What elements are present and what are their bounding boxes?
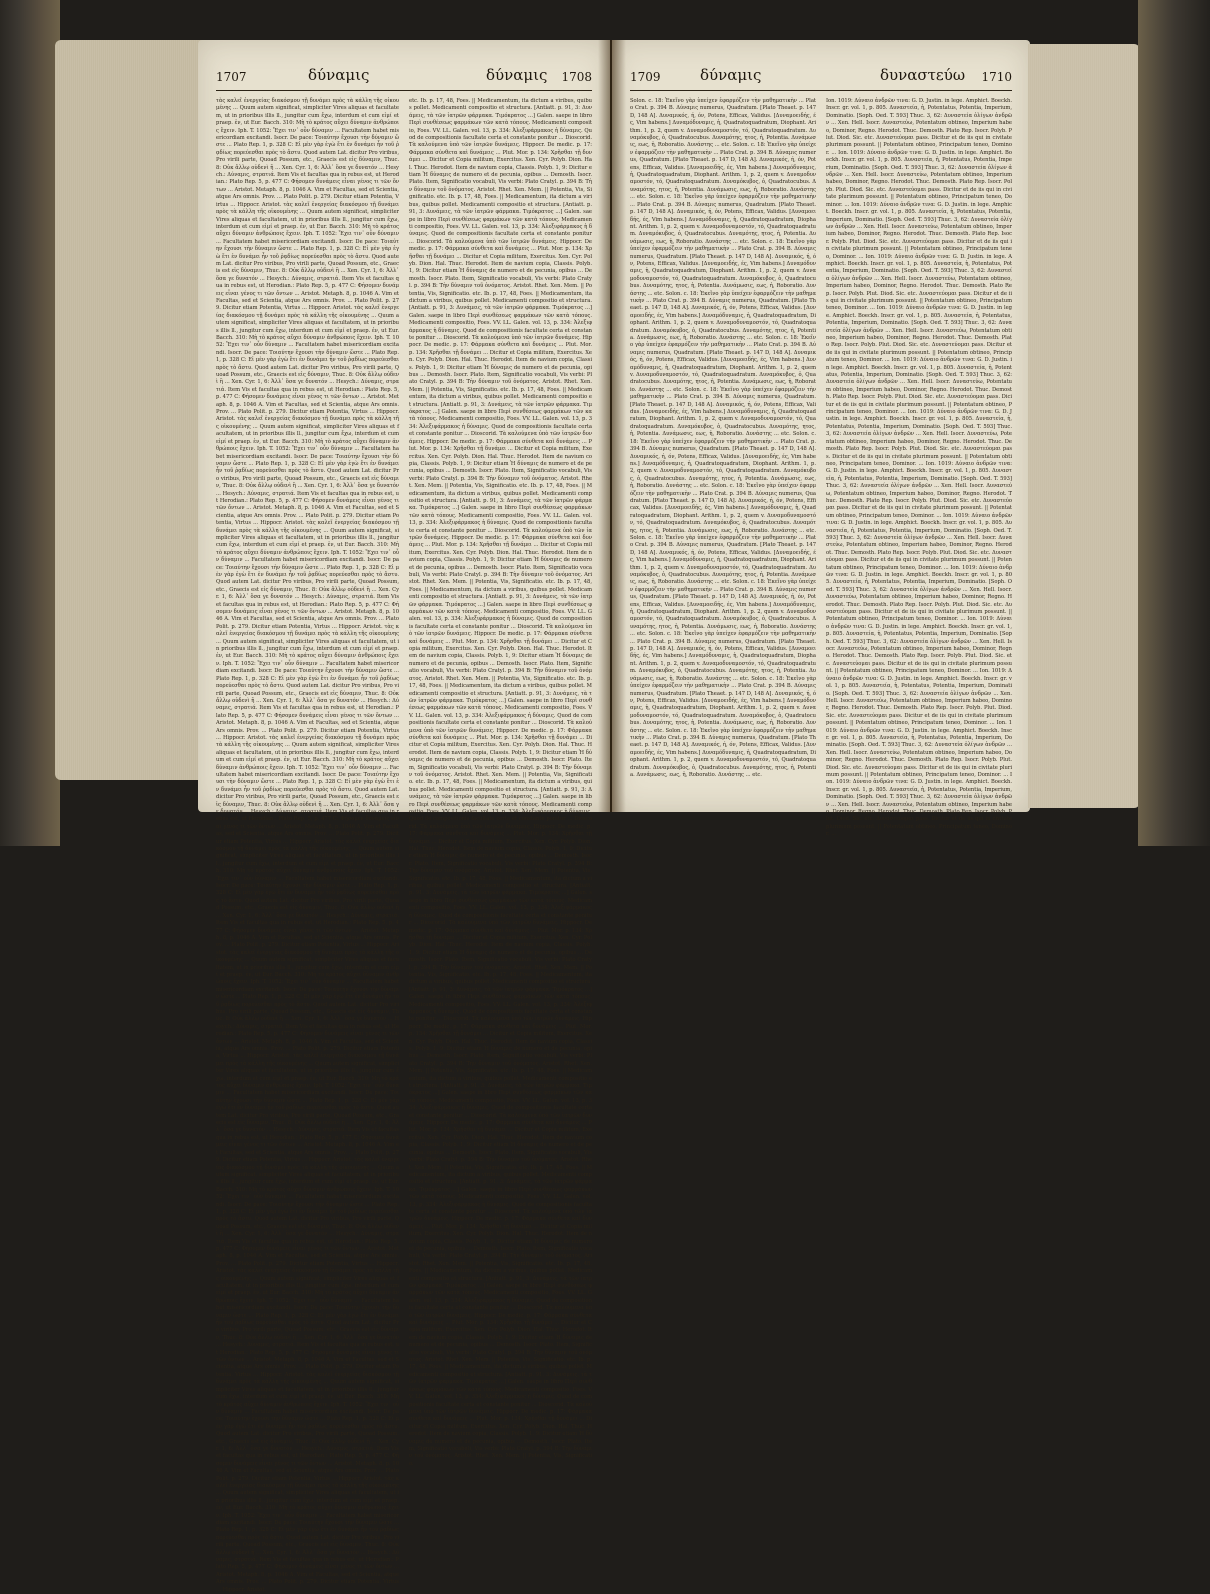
column-d: Ion. 1019: Δύναιο ἀνδρῶν τινα: G. D. Justin. in lege. Amphict. Boeckh. Inscr. gr. vol. 1, p. 805. Δυναστεία, ἡ, Potentatus, Potentia, Imperium, Dominatio. [Soph. Oed. T. 593] Thuc. 3, 62: Δυναστεία ὀλίγων ἀνδρῶν ... Xen. Hell. Isocr. Δυναστεύω, Potentatum obtineo, Imperium habeo, Dominor, Regno. Herodot. Thuc. Demosth. Plato Rep. Isocr. Polyb. Plut. Diod. Sic. etc. Δυναστεύομαι pass. Dicitur et de iis qui in civitate plurimum possunt. || Potentatum obtineo, Principatum teneo, Dominor. ... Ion. 1019: Δύναιο ἀνδρῶν τινα: G. D. Justin. in lege. Amphict. Boeckh. Inscr. gr. vol. 1, p. 805. Δυναστεία, ἡ, Potentatus, Potentia, Imperium, Dominatio. [Soph. Oed. T. 593] Thuc. 3, 62: Δυναστεία ὀλίγων ἀνδρῶν ... Xen. Hell. Isocr. Δυναστεύω, Potentatum obtineo, Imperium habeo, Dominor, Regno. Herodot. Thuc. Demosth. Plato Rep. Isocr. Polyb. Plut. Diod. Sic. etc. Δυναστεύομαι pass. Dicitur et de iis qui in civitate plurimum possunt. || Potentatum obtineo, Principatum teneo, Dominor. ... Ion. 1019: Δύναιο ἀνδρῶν τινα: G. D. Justin. in lege. Amphict. Boeckh. Inscr. gr. vol. 1, p. 805. Δυναστεία, ἡ, Potentatus, Potentia, Imperium, Dominatio. [Soph. Oed. T. 593] Thuc. 3, 62: Δυναστεία ὀλίγων ἀνδρῶν ... Xen. Hell. Isocr. Δυναστεύω, Potentatum obtineo, Imperium habeo, Dominor, Regno. Herodot. Thuc. Demosth. Plato Rep. Isocr. Polyb. Plut. Diod. Sic. etc. Δυναστεύομαι pass. Dicitur et de iis qui in civitate plurimum possunt. || Potentatum obtineo, Principatum teneo, Dominor. ... Ion. 1019: Δύναιο ἀνδρῶν τινα: G. D. Justin. in lege. Amphict. Boeckh. Inscr. gr. vol. 1, p. 805. Δυναστεία, ἡ, Potentatus, Potentia, Imperium, Dominatio. [Soph. Oed. T. 593] Thuc. 3, 62: Δυναστεία ὀλίγων ἀνδρῶν ... Xen. Hell. Isocr. Δυναστεύω, Potentatum obtineo, Imperium habeo, Dominor, Regno. Herodot. Thuc. Demosth. Plato Rep. Isocr. Polyb. Plut. Diod. Sic. etc. Δυναστεύομαι pass. Dicitur et de iis qui in civitate plurimum possunt. || Potentatum obtineo, Principatum teneo, Dominor. ... Ion. 1019: Δύναιο ἀνδρῶν τινα: G. D. Justin. in lege. Amphict. Boeckh. Inscr. gr. vol. 1, p. 805. Δυναστεία, ἡ, Potentatus, Potentia, Imperium, Dominatio. [Soph. Oed. T. 593] Thuc. 3, 62: Δυναστεία ὀλίγων ἀνδρῶν ... Xen. Hell. Isocr. Δυναστεύω, Potentatum obtineo, Imperium habeo, Dominor, Regno. Herodot. Thuc. Demosth. Plato Rep. Isocr. Polyb. Plut. Diod. Sic. etc. Δυναστεύομαι pass. Dicitur et de iis qui in civitate plurimum possunt. || Potentatum obtineo, Principatum teneo, Dominor. ... Ion. 1019: Δύναιο ἀνδρῶν τινα: G. D. Justin. in lege. Amphict. Boeckh. Inscr. gr. vol. 1, p. 805. Δυναστεία, ἡ, Potentatus, Potentia, Imperium, Dominatio. [Soph. Oed. T. 593] Thuc. 3, 62: Δυναστεία ὀλίγων ἀνδρῶν ... Xen. Hell. Isocr. Δυναστεύω, Potentatum obtineo, Imperium habeo, Dominor, Regno. Herodot. Thuc. Demosth. Plato Rep. Isocr. Polyb. Plut. Diod. Sic. etc. Δυναστεύομαι pass. Dicitur et de iis qui in civitate plurimum possunt. || Potentatum obtineo, Principatum teneo, Dominor. ... Ion. 1019: Δύναιο ἀνδρῶν τινα: G. D. Justin. in lege. Amphict. Boeckh. Inscr. gr. vol. 1, p. 805. Δυναστεία, ἡ, Potentatus, Potentia, Imperium, Dominatio. [Soph. Oed. T. 593] Thuc. 3, 62: Δυναστεία ὀλίγων ἀνδρῶν ... Xen. Hell. Isocr. Δυναστεύω, Potentatum obtineo, Imperium habeo, Dominor, Regno. Herodot. Thuc. Demosth. Plato Rep. Isocr. Polyb. Plut. Diod. Sic. etc. Δυναστεύομαι pass. Dicitur et de iis qui in civitate plurimum possunt. || Potentatum obtineo, Principatum teneo, Dominor. ... Ion. 1019: Δύναιο ἀνδρῶν τινα: G. D. Justin. in lege. Amphict. Boeckh. Inscr. gr. vol. 1, p. 805. Δυναστεία, ἡ, Potentatus, Potentia, Imperium, Dominatio. [Soph. Oed. T. 593] Thuc. 3, 62: Δυναστεία ὀλίγων ἀνδρῶν ... Xen. Hell. Isocr. Δυναστεύω, Potentatum obtineo, Imperium habeo, Dominor, Regno. Herodot. Thuc. Demosth. Plato Rep. Isocr. Polyb. Plut. Diod. Sic. etc. Δυναστεύομαι pass. Dicitur et de iis qui in civitate plurimum possunt. || Potentatum obtineo, Principatum teneo, Dominor. ... Ion. 1019: Δύναιο ἀνδρῶν τινα: G. D. Justin. in lege. Amphict. Boeckh. Inscr. gr. vol. 1, p. 805. Δυναστεία, ἡ, Potentatus, Potentia, Imperium, Dominatio. [Soph. Oed. T. 593] Thuc. 3, 62: Δυναστεία ὀλίγων ἀνδρῶν ... Xen. Hell. Isocr. Δυναστεύω, Potentatum obtineo, Imperium habeo, Dominor, Regno. Herodot. Thuc. Demosth. Plato Rep. Isocr. Polyb. Plut. Diod. Sic. etc. Δυναστεύομαι pass. Dicitur et de iis qui in civitate plurimum possunt. || Potentatum obtineo, Principatum teneo, Dominor. ... Ion. 1019: Δύναιο ἀνδρῶν τινα: G. D. Justin. in lege. Amphict. Boeckh. Inscr. gr. vol. 1, p. 805. Δυναστεία, ἡ, Potentatus, Potentia, Imperium, Dominatio. [Soph. Oed. T. 593] Thuc. 3, 62: Δυναστεία ὀλίγων ἀνδρῶν ... Xen. Hell. Isocr. Δυναστεύω, Potentatum obtineo, Imperium habeo, Dominor, Regno. Herodot. Thuc. Demosth. Plato Rep. Isocr. Polyb. Plut. Diod. Sic. etc. Δυναστεύομαι pass. Dicitur et de iis qui in civitate plurimum possunt. || Potentatum obtineo, Principatum teneo, Dominor. ... Ion. 1019: Δύναιο ἀνδρῶν τινα: G. D. Justin. in lege. Amphict. Boeckh. Inscr. gr. vol. 1, p. 805. Δυναστεία, ἡ, Potentatus, Potentia, Imperium, Dominatio. [Soph. Oed. T. 593] Thuc. 3, 62: Δυναστεία ὀλίγων ἀνδρῶν ... Xen. Hell. Isocr. Δυναστεύω, Potentatum obtineo, Imperium habeo, Dominor, Regno. Herodot. Thuc. Demosth. Plato Rep. Isocr. Polyb. Plut. Diod. Sic. etc. Δυναστεύομαι pass. Dicitur et de iis qui in civitate plurimum possunt. || Potentatum obtineo, Principatum teneo, Dominor. ... Ion. 1019: Δύναιο ἀνδρῶν τινα: G. D. Justin. in lege. Amphict. Boeckh. Inscr. gr. vol. 1, p. 805. Δυναστεία, ἡ, Potentatus, Potentia, Imperium, Dominatio. [Soph. Oed. T. 593] Thuc. 3, 62: Δυναστεία ὀλίγων ἀνδρῶν ... Xen. Hell. Isocr. Δυναστεύω, Potentatum obtineo, Imperium habeo, Dominor, Regno. Herodot. Thuc. Demosth. Plato Rep. Isocr. Polyb. Plut. Diod. Sic. etc. Δυναστεύομαι pass. Dicitur et de iis qui in civitate plurimum possunt. || Potentatum obtineo, Principatum teneo, Dominor. ... Ion. 1019: Δύναιο ἀνδρῶν τινα: G. D. Justin. in lege. Amphict. Boeckh. Inscr. gr. vol. 1, p. 805. Δυναστεία, ἡ, Potentatus, Potentia, Imperium, Dominatio. [Soph. Oed. T. 593] Thuc. 3, 62: Δυναστεία ὀλίγων ἀνδρῶν ... Xen. Hell. Isocr. Δυναστεύω, Potentatum obtineo, Imperium habeo, Dominor, Regno. Herodot. Thuc. Demosth. Plato Rep. Isocr. Polyb. Plut. Diod. Sic. etc. Δυναστεύομαι pass. Dicitur et de iis qui in civitate plurimum possunt. || Potentatum obtineo, Principatum teneo, Dominor. ... Ion. 1019: Δύναιο ἀνδρῶν τινα: G. D. Justin. in lege. Amphict. Boeckh. Inscr. gr. vol. 1, p. 805. Δυναστεία, ἡ, Potentatus, Potentia, Imperium, Dominatio. [Soph. Oed. T. 593] Thuc. 3, 62: Δυναστεία ὀλίγων ἀνδρῶν ... Xen. Hell. Isocr. Δυναστεύω, Potentatum obtineo, Imperium habeo, Dominor, Regno. Herodot. Thuc. Demosth. Plato Rep. Isocr. Polyb. Plut. Diod. Sic. etc. Δυναστεύομαι pass. Dicitur et de iis qui in civitate plurimum possunt. || Potentatum obtineo, Principatum teneo, Dominor. ... <box>826 98 1013 838</box>
left-page-columns <box>216 98 592 1593</box>
page-edges-right <box>1028 44 1140 808</box>
column-a: τὰς καλεῖ ἐνεργείας διακόσμου τῇ δυνάμει πρὸς τὰ κάλλη τῆς οἰκουμένης ... Quum autem significat, simpliciter Vires aliquas et facultatem, ut in prioribus illis ll., jungitur cum ἔχω, interdum et cum εἰμί et praep. ἐν, ut Eur. Bacch. 310: Μὴ τὸ κράτος αὔχει δύναμιν ἀνθρώποις ἔχειν. Iph. T. 1052: Ἔχει τιν᾽ οὖν δύναμιν ... Facultatem habet misericordiam excitandi. Isocr. De pace: Τοιαύτην ἔχουσι τὴν δύναμιν ὥστε ... Plato Rep. 1, p. 328 C: Εἰ μὲν γὰρ ἐγὼ ἔτι ἐν δυνάμει ἦν τοῦ ῥᾳδίως πορεύεσθαι πρὸς τὸ ἄστυ. Quod autem Lat. dicitur Pro viribus, Pro virili parte, Quoad Possum, etc., Graecis est εἰς δύναμιν, Thuc. 8: Οὐκ ἄλλῳ οὐδενὶ ἢ ... Xen. Cyr. 1, 6: Ἀλλ᾽ ὅσα γε δυνατόν ... Hesych.: Δύναμις, στρατιά. Item Vis et facultas qua in rebus est, ut Herodian.: Plato Rep. 5, p. 477 C: Φήσομεν δυνάμεις εἶναι γένος τι τῶν ὄντων ... Aristot. Metaph. 8, p. 1046 A. Vim et Facultas, sed et Scientia, atque Ars omnis. Prov. ... Plato Polit. p. 279. Dicitur etiam Potentia, Virtus ... Hippocr. Aristot. τὰς καλεῖ ἐνεργείας διακόσμου τῇ δυνάμει πρὸς τὰ κάλλη τῆς οἰκουμένης ... Quum autem significat, simpliciter Vires aliquas et facultatem, ut in prioribus illis ll., jungitur cum ἔχω, interdum et cum εἰμί et praep. ἐν, ut Eur. Bacch. 310: Μὴ τὸ κράτος αὔχει δύναμιν ἀνθρώποις ἔχειν. Iph. T. 1052: Ἔχει τιν᾽ οὖν δύναμιν ... Facultatem habet misericordiam excitandi. Isocr. De pace: Τοιαύτην ἔχουσι τὴν δύναμιν ὥστε ... Plato Rep. 1, p. 328 C: Εἰ μὲν γὰρ ἐγὼ ἔτι ἐν δυνάμει ἦν τοῦ ῥᾳδίως πορεύεσθαι πρὸς τὸ ἄστυ. Quod autem Lat. dicitur Pro viribus, Pro virili parte, Quoad Possum, etc., Graecis est εἰς δύναμιν, Thuc. 8: Οὐκ ἄλλῳ οὐδενὶ ἢ ... Xen. Cyr. 1, 6: Ἀλλ᾽ ὅσα γε δυνατόν ... Hesych.: Δύναμις, στρατιά. Item Vis et facultas qua in rebus est, ut Herodian.: Plato Rep. 5, p. 477 C: Φήσομεν δυνάμεις εἶναι γένος τι τῶν ὄντων ... Aristot. Metaph. 8, p. 1046 A. Vim et Facultas, sed et Scientia, atque Ars omnis. Prov. ... Plato Polit. p. 279. Dicitur etiam Potentia, Virtus ... Hippocr. Aristot. τὰς καλεῖ ἐνεργείας διακόσμου τῇ δυνάμει πρὸς τὰ κάλλη τῆς οἰκουμένης ... Quum autem significat, simpliciter Vires aliquas et facultatem, ut in prioribus illis ll., jungitur cum ἔχω, interdum et cum εἰμί et praep. ἐν, ut Eur. Bacch. 310: Μὴ τὸ κράτος αὔχει δύναμιν ἀνθρώποις ἔχειν. Iph. T. 1052: Ἔχει τιν᾽ οὖν δύναμιν ... Facultatem habet misericordiam excitandi. Isocr. De pace: Τοιαύτην ἔχουσι τὴν δύναμιν ὥστε ... Plato Rep. 1, p. 328 C: Εἰ μὲν γὰρ ἐγὼ ἔτι ἐν δυνάμει ἦν τοῦ ῥᾳδίως πορεύεσθαι πρὸς τὸ ἄστυ. Quod autem Lat. dicitur Pro viribus, Pro virili parte, Quoad Possum, etc., Graecis est εἰς δύναμιν, Thuc. 8: Οὐκ ἄλλῳ οὐδενὶ ἢ ... Xen. Cyr. 1, 6: Ἀλλ᾽ ὅσα γε δυνατόν ... Hesych.: Δύναμις, στρατιά. Item Vis et facultas qua in rebus est, ut Herodian.: Plato Rep. 5, p. 477 C: Φήσομεν δυνάμεις εἶναι γένος τι τῶν ὄντων ... Aristot. Metaph. 8, p. 1046 A. Vim et Facultas, sed et Scientia, atque Ars omnis. Prov. ... Plato Polit. p. 279. Dicitur etiam Potentia, Virtus ... Hippocr. Aristot. τὰς καλεῖ ἐνεργείας διακόσμου τῇ δυνάμει πρὸς τὰ κάλλη τῆς οἰκουμένης ... Quum autem significat, simpliciter Vires aliquas et facultatem, ut in prioribus illis ll., jungitur cum ἔχω, interdum et cum εἰμί et praep. ἐν, ut Eur. Bacch. 310: Μὴ τὸ κράτος αὔχει δύναμιν ἀνθρώποις ἔχειν. Iph. T. 1052: Ἔχει τιν᾽ οὖν δύναμιν ... Facultatem habet misericordiam excitandi. Isocr. De pace: Τοιαύτην ἔχουσι τὴν δύναμιν ὥστε ... Plato Rep. 1, p. 328 C: Εἰ μὲν γὰρ ἐγὼ ἔτι ἐν δυνάμει ἦν τοῦ ῥᾳδίως πορεύεσθαι πρὸς τὸ ἄστυ. Quod autem Lat. dicitur Pro viribus, Pro virili parte, Quoad Possum, etc., Graecis est εἰς δύναμιν, Thuc. 8: Οὐκ ἄλλῳ οὐδενὶ ἢ ... Xen. Cyr. 1, 6: Ἀλλ᾽ ὅσα γε δυνατόν ... Hesych.: Δύναμις, στρατιά. Item Vis et facultas qua in rebus est, ut Herodian.: Plato Rep. 5, p. 477 C: Φήσομεν δυνάμεις εἶναι γένος τι τῶν ὄντων ... Aristot. Metaph. 8, p. 1046 A. Vim et Facultas, sed et Scientia, atque Ars omnis. Prov. ... Plato Polit. p. 279. Dicitur etiam Potentia, Virtus ... Hippocr. Aristot. τὰς καλεῖ ἐνεργείας διακόσμου τῇ δυνάμει πρὸς τὰ κάλλη τῆς οἰκουμένης ... Quum autem significat, simpliciter Vires aliquas et facultatem, ut in prioribus illis ll., jungitur cum ἔχω, interdum et cum εἰμί et praep. ἐν, ut Eur. Bacch. 310: Μὴ τὸ κράτος αὔχει δύναμιν ἀνθρώποις ἔχειν. Iph. T. 1052: Ἔχει τιν᾽ οὖν δύναμιν ... Facultatem habet misericordiam excitandi. Isocr. De pace: Τοιαύτην ἔχουσι τὴν δύναμιν ὥστε ... Plato Rep. 1, p. 328 C: Εἰ μὲν γὰρ ἐγὼ ἔτι ἐν δυνάμει ἦν τοῦ ῥᾳδίως πορεύεσθαι πρὸς τὸ ἄστυ. Quod autem Lat. dicitur Pro viribus, Pro virili parte, Quoad Possum, etc., Graecis est εἰς δύναμιν, Thuc. 8: Οὐκ ἄλλῳ οὐδενὶ ἢ ... Xen. Cyr. 1, 6: Ἀλλ᾽ ὅσα γε δυνατόν ... Hesych.: Δύναμις, στρατιά. Item Vis et facultas qua in rebus est, ut Herodian.: Plato Rep. 5, p. 477 C: Φήσομεν δυνάμεις εἶναι γένος τι τῶν ὄντων ... Aristot. Metaph. 8, p. 1046 A. Vim et Facultas, sed et Scientia, atque Ars omnis. Prov. ... Plato Polit. p. 279. Dicitur etiam Potentia, Virtus ... Hippocr. Aristot. τὰς καλεῖ ἐνεργείας διακόσμου τῇ δυνάμει πρὸς τὰ κάλλη τῆς οἰκουμένης ... Quum autem significat, simpliciter Vires aliquas et facultatem, ut in prioribus illis ll., jungitur cum ἔχω, interdum et cum εἰμί et praep. ἐν, ut Eur. Bacch. 310: Μὴ τὸ κράτος αὔχει δύναμιν ἀνθρώποις ἔχειν. Iph. T. 1052: Ἔχει τιν᾽ οὖν δύναμιν ... Facultatem habet misericordiam excitandi. Isocr. De pace: Τοιαύτην ἔχουσι τὴν δύναμιν ὥστε ... Plato Rep. 1, p. 328 C: Εἰ μὲν γὰρ ἐγὼ ἔτι ἐν δυνάμει ἦν τοῦ ῥᾳδίως πορεύεσθαι πρὸς τὸ ἄστυ. Quod autem Lat. dicitur Pro viribus, Pro virili parte, Quoad Possum, etc., Graecis est εἰς δύναμιν, Thuc. 8: Οὐκ ἄλλῳ οὐδενὶ ἢ ... Xen. Cyr. 1, 6: Ἀλλ᾽ ὅσα γε δυνατόν ... Hesych.: Δύναμις, στρατιά. Item Vis et facultas qua in rebus est, ut Herodian.: Plato Rep. 5, p. 477 C: Φήσομεν δυνάμεις εἶναι γένος τι τῶν ὄντων ... Aristot. Metaph. 8, p. 1046 A. Vim et Facultas, sed et Scientia, atque Ars omnis. Prov. ... Plato Polit. p. 279. Dicitur etiam Potentia, Virtus ... Hippocr. Aristot. τὰς καλεῖ ἐνεργείας διακόσμου τῇ δυνάμει πρὸς τὰ κάλλη τῆς οἰκουμένης ... Quum autem significat, simpliciter Vires aliquas et facultatem, ut in prioribus illis ll., jungitur cum ἔχω, interdum et cum εἰμί et praep. ἐν, ut Eur. Bacch. 310: Μὴ τὸ κράτος αὔχει δύναμιν ἀνθρώποις ἔχειν. Iph. T. 1052: Ἔχει τιν᾽ οὖν δύναμιν ... Facultatem habet misericordiam excitandi. Isocr. De pace: Τοιαύτην ἔχουσι τὴν δύναμιν ὥστε ... Plato Rep. 1, p. 328 C: Εἰ μὲν γὰρ ἐγὼ ἔτι ἐν δυνάμει ἦν τοῦ ῥᾳδίως πορεύεσθαι πρὸς τὸ ἄστυ. Quod autem Lat. dicitur Pro viribus, Pro virili parte, Quoad Possum, etc., Graecis est εἰς δύναμιν, Thuc. 8: Οὐκ ἄλλῳ οὐδενὶ ἢ ... Xen. Cyr. 1, 6: Ἀλλ᾽ ὅσα γε δυνατόν ... Hesych.: Δύναμις, στρατιά. Item Vis et facultas qua in rebus est, ut Herodian.: Plato Rep. 5, p. 477 C: Φήσομεν δυνάμεις εἶναι γένος τι τῶν ὄντων ... Aristot. Metaph. 8, p. 1046 A. Vim et Facultas, sed et Scientia, atque Ars omnis. Prov. ... Plato Polit. p. 279. Dicitur etiam Potentia, Virtus ... Hippocr. Aristot. τὰς καλεῖ ἐνεργείας διακόσμου τῇ δυνάμει πρὸς τὰ κάλλη τῆς οἰκουμένης ... Quum autem significat, simpliciter Vires aliquas et facultatem, ut in prioribus illis ll., jungitur cum ἔχω, interdum et cum εἰμί et praep. ἐν, ut Eur. Bacch. 310: Μὴ τὸ κράτος αὔχει δύναμιν ἀνθρώποις ἔχειν. Iph. T. 1052: Ἔχει τιν᾽ οὖν δύναμιν ... Facultatem habet misericordiam excitandi. Isocr. De pace: Τοιαύτην ἔχουσι τὴν δύναμιν ὥστε ... Plato Rep. 1, p. 328 C: Εἰ μὲν γὰρ ἐγὼ ἔτι ἐν δυνάμει ἦν τοῦ ῥᾳδίως πορεύεσθαι πρὸς τὸ ἄστυ. Quod autem Lat. dicitur Pro viribus, Pro virili parte, Quoad Possum, etc., Graecis est εἰς δύναμιν, Thuc. 8: Οὐκ ἄλλῳ οὐδενὶ ἢ ... Xen. Cyr. 1, 6: Ἀλλ᾽ ὅσα γε δυνατόν ... Hesych.: Δύναμις, στρατιά. Item Vis et facultas qua in rebus est, ut Herodian.: Plato Rep. 5, p. 477 C: Φήσομεν δυνάμεις εἶναι γένος τι τῶν ὄντων ... Aristot. Metaph. 8, p. 1046 A. Vim et Facultas, sed et Scientia, atque Ars omnis. Prov. ... Plato Polit. p. 279. Dicitur etiam Potentia, Virtus ... Hippocr. Aristot. τὰς καλεῖ ἐνεργείας διακόσμου τῇ δυνάμει πρὸς τὰ κάλλη τῆς οἰκουμένης ... Quum autem significat, simpliciter Vires aliquas et facultatem, ut in prioribus illis ll., jungitur cum ἔχω, interdum et cum εἰμί et praep. ἐν, ut Eur. Bacch. 310: Μὴ τὸ κράτος αὔχει δύναμιν ἀνθρώποις ἔχειν. Iph. T. 1052: Ἔχει τιν᾽ οὖν δύναμιν ... Facultatem habet misericordiam excitandi. Isocr. De pace: Τοιαύτην ἔχουσι τὴν δύναμιν ὥστε ... Plato Rep. 1, p. 328 C: Εἰ μὲν γὰρ ἐγὼ ἔτι ἐν δυνάμει ἦν τοῦ ῥᾳδίως πορεύεσθαι πρὸς τὸ ἄστυ. Quod autem Lat. dicitur Pro viribus, Pro virili parte, Quoad Possum, etc., Graecis est εἰς δύναμιν, Thuc. 8: Οὐκ ἄλλῳ οὐδενὶ ἢ ... Xen. Cyr. 1, 6: Ἀλλ᾽ ὅσα γε δυνατόν ... Hesych.: Δύναμις, στρατιά. Item Vis et facultas qua in rebus est, ut Herodian.: Plato Rep. 5, p. 477 C: Φήσομεν δυνάμεις εἶναι γένος τι τῶν ὄντων ... Aristot. Metaph. 8, p. 1046 A. Vim et Facultas, sed et Scientia, atque Ars omnis. Prov. ... Plato Polit. p. 279. Dicitur etiam Potentia, Virtus ... Hippocr. Aristot. τὰς καλεῖ ἐνεργείας διακόσμου τῇ δυνάμει πρὸς τὰ κάλλη τῆς οἰκουμένης ... Quum autem significat, simpliciter Vires aliquas et facultatem, ut in prioribus illis ll., jungitur cum ἔχω, interdum et cum εἰμί et praep. ἐν, ut Eur. Bacch. 310: Μὴ τὸ κράτος αὔχει δύναμιν ἀνθρώποις ἔχειν. Iph. T. 1052: Ἔχει τιν᾽ οὖν δύναμιν ... Facultatem habet misericordiam excitandi. Isocr. De pace: Τοιαύτην ἔχουσι τὴν δύναμιν ὥστε ... Plato Rep. 1, p. 328 C: Εἰ μὲν γὰρ ἐγὼ ἔτι ἐν δυνάμει ἦν τοῦ ῥᾳδίως πορεύεσθαι πρὸς τὸ ἄστυ. Quod autem Lat. dicitur Pro viribus, Pro virili parte, Quoad Possum, etc., Graecis est εἰς δύναμιν, Thuc. 8: Οὐκ ἄλλῳ οὐδενὶ ἢ ... Xen. Cyr. 1, 6: Ἀλλ᾽ ὅσα γε δυνατόν ... Hesych.: Δύναμις, στρατιά. Item Vis et facultas qua in rebus est, ut Herodian.: Plato Rep. 5, p. 477 C: Φήσομεν δυνάμεις εἶναι γένος τι τῶν ὄντων ... Aristot. Metaph. 8, p. 1046 A. Vim et Facultas, sed et Scientia, atque Ars omnis. Prov. ... Plato Polit. p. 279. Dicitur etiam Potentia, Virtus ... Hippocr. Aristot. τὰς καλεῖ ἐνεργείας διακόσμου τῇ δυνάμει πρὸς τὰ κάλλη τῆς οἰκουμένης ... Quum autem significat, simpliciter Vires aliquas et facultatem, ut in prioribus illis ll., jungitur cum ἔχω, interdum et cum εἰμί et praep. ἐν, ut Eur. Bacch. 310: Μὴ τὸ κράτος αὔχει δύναμιν ἀνθρώποις ἔχειν. Iph. T. 1052: Ἔχει τιν᾽ οὖν δύναμιν ... Facultatem habet misericordiam excitandi. Isocr. De pace: Τοιαύτην ἔχουσι τὴν δύναμιν ὥστε ... Plato Rep. 1, p. 328 C: Εἰ μὲν γὰρ ἐγὼ ἔτι ἐν δυνάμει ἦν τοῦ ῥᾳδίως πορεύεσθαι πρὸς τὸ ἄστυ. Quod autem Lat. dicitur Pro viribus, Pro virili parte, Quoad Possum, etc., Graecis est εἰς δύναμιν, Thuc. 8: Οὐκ ἄλλῳ οὐδενὶ ἢ ... Xen. Cyr. 1, 6: Ἀλλ᾽ ὅσα γε δυνατόν ... Hesych.: Δύναμις, στρατιά. Item Vis et facultas qua in rebus est, ut Herodian.: Plato Rep. 5, p. 477 C: Φήσομεν δυνάμεις εἶναι γένος τι τῶν ὄντων ... Aristot. Metaph. 8, p. 1046 A. Vim et Facultas, sed et Scientia, atque Ars omnis. Prov. ... Plato Polit. p. 279. Dicitur etiam Potentia, Virtus ... Hippocr. Aristot. τὰς καλεῖ ἐνεργείας διακόσμου τῇ δυνάμει πρὸς τὰ κάλλη τῆς οἰκουμένης ... Quum autem significat, simpliciter Vires aliquas et facultatem, ut in prioribus illis ll., jungitur cum ἔχω, interdum et cum εἰμί et praep. ἐν, ut Eur. Bacch. 310: Μὴ τὸ κράτος αὔχει δύναμιν ἀνθρώποις ἔχειν. Iph. T. 1052: Ἔχει τιν᾽ οὖν δύναμιν ... Facultatem habet misericordiam excitandi. Isocr. De pace: Τοιαύτην ἔχουσι τὴν δύναμιν ὥστε ... Plato Rep. 1, p. 328 C: Εἰ μὲν γὰρ ἐγὼ ἔτι ἐν δυνάμει ἦν τοῦ ῥᾳδίως πορεύεσθαι πρὸς τὸ ἄστυ. Quod autem Lat. dicitur Pro viribus, Pro virili parte, Quoad Possum, etc., Graecis est εἰς δύναμιν, Thuc. 8: Οὐκ ἄλλῳ οὐδενὶ ἢ ... Xen. Cyr. 1, 6: Ἀλλ᾽ ὅσα γε δυνατόν ... Hesych.: Δύναμις, στρατιά. Item Vis et facultas qua in rebus est, ut Herodian.: Plato Rep. 5, p. 477 C: Φήσομεν δυνάμεις εἶναι γένος τι τῶν ὄντων ... Aristot. Metaph. 8, p. 1046 A. Vim et Facultas, sed et Scientia, atque Ars omnis. Prov. ... Plato Polit. p. 279. Dicitur etiam Potentia, Virtus ... Hippocr. Aristot. τὰς καλεῖ ἐνεργείας διακόσμου τῇ δυνάμει πρὸς τὰ κάλλη τῆς οἰκουμένης ... Quum autem significat, simpliciter Vires aliquas et facultatem, ut in prioribus illis ll., jungitur cum ἔχω, interdum et cum εἰμί et praep. ἐν, ut Eur. Bacch. 310: Μὴ τὸ κράτος αὔχει δύναμιν ἀνθρώποις ἔχειν. Iph. T. 1052: Ἔχει τιν᾽ οὖν δύναμιν ... Facultatem habet misericordiam excitandi. Isocr. De pace: Τοιαύτην ἔχουσι τὴν δύναμιν ὥστε ... Plato Rep. 1, p. 328 C: Εἰ μὲν γὰρ ἐγὼ ἔτι ἐν δυνάμει ἦν τοῦ ῥᾳδίως πορεύεσθαι πρὸς τὸ ἄστυ. Quod autem Lat. dicitur Pro viribus, Pro virili parte, Quoad Possum, etc., Graecis est εἰς δύναμιν, Thuc. 8: Οὐκ ἄλλῳ οὐδενὶ ἢ ... Xen. Cyr. 1, 6: Ἀλλ᾽ ὅσα γε δυνατόν ... Hesych.: Δύναμις, στρατιά. Item Vis et facultas qua in rebus est, ut Herodian.: Plato Rep. 5, p. 477 C: Φήσομεν δυνάμεις εἶναι γένος τι τῶν ὄντων ... Aristot. Metaph. 8, p. 1046 A. Vim et Facultas, sed et Scientia, atque Ars omnis. Prov. ... Plato Polit. p. 279. Dicitur etiam Potentia, Virtus ... Hippocr. Aristot. τὰς καλεῖ ἐνεργείας διακόσμου τῇ δυνάμει πρὸς τὰ κάλλη τῆς οἰκουμένης ... Quum autem significat, simpliciter Vires aliquas et facultatem, ut in prioribus illis ll., jungitur cum ἔχω, interdum et cum εἰμί et praep. ἐν, ut Eur. Bacch. 310: Μὴ τὸ κράτος αὔχει δύναμιν ἀνθρώποις ἔχειν. Iph. T. 1052: Ἔχει τιν᾽ οὖν δύναμιν ... Facultatem habet misericordiam excitandi. Isocr. De pace: Τοιαύτην ἔχουσι τὴν δύναμιν ὥστε ... Plato Rep. 1, p. 328 C: Εἰ μὲν γὰρ ἐγὼ ἔτι ἐν δυνάμει ἦν τοῦ ῥᾳδίως πορεύεσθαι πρὸς τὸ ἄστυ. Quod autem Lat. dicitur Pro viribus, Pro virili parte, Quoad Possum, etc., Graecis est εἰς δύναμιν, Thuc. 8: Οὐκ ἄλλῳ οὐδενὶ ἢ ... Xen. Cyr. 1, 6: Ἀλλ᾽ ὅσα γε δυνατόν ... Hesych.: Δύναμις, στρατιά. Item Vis et facultas qua in rebus est, ut Herodian.: Plato Rep. 5, p. 477 C: Φήσομεν δυνάμεις εἶναι γένος τι τῶν ὄντων ... Aristot. Metaph. 8, p. 1046 A. Vim et Facultas, sed et Scientia, atque Ars omnis. Prov. ... Plato Polit. p. 279. Dicitur etiam Potentia, Virtus ... Hippocr. Aristot. <box>216 98 400 1593</box>
right-page <box>612 40 1030 838</box>
headword-right-2: δυναστεύω <box>880 66 966 84</box>
book-cover-right <box>1138 0 1210 846</box>
page-number-1710: 1710 <box>981 70 1012 84</box>
right-page-columns <box>630 98 1013 838</box>
page-number-1707: 1707 <box>216 70 247 84</box>
column-c: Solon. c. 18: Ἐκεῖνο γὰρ ὑπείχεν ἐφαρμόζειν τὴν μαθηματικὴν ... Plato Crat. p. 394 B. Δύναμις numerus, Quadratum. [Plato Theaet. p. 147 D, 148 A]. Δυναμικός, ή, όν, Potens, Efficax, Validus. [Δυναμοειδής, ές, Vim habens.] Δυναμόδυναμις, ἡ, Quadratoquadratum, Diophant. Arithm. 1, p. 2, quem v. Δυναμοδυναμοστόν, τό, Quadratoquadratum. Δυναμόκυβος, ὁ, Quadratocubus. Δυναμότης, ητος, ἡ, Potentia. Δυνάμωσις, εως, ἡ, Roboratio. Δυνάστης ... etc. Solon. c. 18: Ἐκεῖνο γὰρ ὑπείχεν ἐφαρμόζειν τὴν μαθηματικὴν ... Plato Crat. p. 394 B. Δύναμις numerus, Quadratum. [Plato Theaet. p. 147 D, 148 A]. Δυναμικός, ή, όν, Potens, Efficax, Validus. [Δυναμοειδής, ές, Vim habens.] Δυναμόδυναμις, ἡ, Quadratoquadratum, Diophant. Arithm. 1, p. 2, quem v. Δυναμοδυναμοστόν, τό, Quadratoquadratum. Δυναμόκυβος, ὁ, Quadratocubus. Δυναμότης, ητος, ἡ, Potentia. Δυνάμωσις, εως, ἡ, Roboratio. Δυνάστης ... etc. Solon. c. 18: Ἐκεῖνο γὰρ ὑπείχεν ἐφαρμόζειν τὴν μαθηματικὴν ... Plato Crat. p. 394 B. Δύναμις numerus, Quadratum. [Plato Theaet. p. 147 D, 148 A]. Δυναμικός, ή, όν, Potens, Efficax, Validus. [Δυναμοειδής, ές, Vim habens.] Δυναμόδυναμις, ἡ, Quadratoquadratum, Diophant. Arithm. 1, p. 2, quem v. Δυναμοδυναμοστόν, τό, Quadratoquadratum. Δυναμόκυβος, ὁ, Quadratocubus. Δυναμότης, ητος, ἡ, Potentia. Δυνάμωσις, εως, ἡ, Roboratio. Δυνάστης ... etc. Solon. c. 18: Ἐκεῖνο γὰρ ὑπείχεν ἐφαρμόζειν τὴν μαθηματικὴν ... Plato Crat. p. 394 B. Δύναμις numerus, Quadratum. [Plato Theaet. p. 147 D, 148 A]. Δυναμικός, ή, όν, Potens, Efficax, Validus. [Δυναμοειδής, ές, Vim habens.] Δυναμόδυναμις, ἡ, Quadratoquadratum, Diophant. Arithm. 1, p. 2, quem v. Δυναμοδυναμοστόν, τό, Quadratoquadratum. Δυναμόκυβος, ὁ, Quadratocubus. Δυναμότης, ητος, ἡ, Potentia. Δυνάμωσις, εως, ἡ, Roboratio. Δυνάστης ... etc. Solon. c. 18: Ἐκεῖνο γὰρ ὑπείχεν ἐφαρμόζειν τὴν μαθηματικὴν ... Plato Crat. p. 394 B. Δύναμις numerus, Quadratum. [Plato Theaet. p. 147 D, 148 A]. Δυναμικός, ή, όν, Potens, Efficax, Validus. [Δυναμοειδής, ές, Vim habens.] Δυναμόδυναμις, ἡ, Quadratoquadratum, Diophant. Arithm. 1, p. 2, quem v. Δυναμοδυναμοστόν, τό, Quadratoquadratum. Δυναμόκυβος, ὁ, Quadratocubus. Δυναμότης, ητος, ἡ, Potentia. Δυνάμωσις, εως, ἡ, Roboratio. Δυνάστης ... etc. Solon. c. 18: Ἐκεῖνο γὰρ ὑπείχεν ἐφαρμόζειν τὴν μαθηματικὴν ... Plato Crat. p. 394 B. Δύναμις numerus, Quadratum. [Plato Theaet. p. 147 D, 148 A]. Δυναμικός, ή, όν, Potens, Efficax, Validus. [Δυναμοειδής, ές, Vim habens.] Δυναμόδυναμις, ἡ, Quadratoquadratum, Diophant. Arithm. 1, p. 2, quem v. Δυναμοδυναμοστόν, τό, Quadratoquadratum. Δυναμόκυβος, ὁ, Quadratocubus. Δυναμότης, ητος, ἡ, Potentia. Δυνάμωσις, εως, ἡ, Roboratio. Δυνάστης ... etc. Solon. c. 18: Ἐκεῖνο γὰρ ὑπείχεν ἐφαρμόζειν τὴν μαθηματικὴν ... Plato Crat. p. 394 B. Δύναμις numerus, Quadratum. [Plato Theaet. p. 147 D, 148 A]. Δυναμικός, ή, όν, Potens, Efficax, Validus. [Δυναμοειδής, ές, Vim habens.] Δυναμόδυναμις, ἡ, Quadratoquadratum, Diophant. Arithm. 1, p. 2, quem v. Δυναμοδυναμοστόν, τό, Quadratoquadratum. Δυναμόκυβος, ὁ, Quadratocubus. Δυναμότης, ητος, ἡ, Potentia. Δυνάμωσις, εως, ἡ, Roboratio. Δυνάστης ... etc. Solon. c. 18: Ἐκεῖνο γὰρ ὑπείχεν ἐφαρμόζειν τὴν μαθηματικὴν ... Plato Crat. p. 394 B. Δύναμις numerus, Quadratum. [Plato Theaet. p. 147 D, 148 A]. Δυναμικός, ή, όν, Potens, Efficax, Validus. [Δυναμοειδής, ές, Vim habens.] Δυναμόδυναμις, ἡ, Quadratoquadratum, Diophant. Arithm. 1, p. 2, quem v. Δυναμοδυναμοστόν, τό, Quadratoquadratum. Δυναμόκυβος, ὁ, Quadratocubus. Δυναμότης, ητος, ἡ, Potentia. Δυνάμωσις, εως, ἡ, Roboratio. Δυνάστης ... etc. Solon. c. 18: Ἐκεῖνο γὰρ ὑπείχεν ἐφαρμόζειν τὴν μαθηματικὴν ... Plato Crat. p. 394 B. Δύναμις numerus, Quadratum. [Plato Theaet. p. 147 D, 148 A]. Δυναμικός, ή, όν, Potens, Efficax, Validus. [Δυναμοειδής, ές, Vim habens.] Δυναμόδυναμις, ἡ, Quadratoquadratum, Diophant. Arithm. 1, p. 2, quem v. Δυναμοδυναμοστόν, τό, Quadratoquadratum. Δυναμόκυβος, ὁ, Quadratocubus. Δυναμότης, ητος, ἡ, Potentia. Δυνάμωσις, εως, ἡ, Roboratio. Δυνάστης ... etc. Solon. c. 18: Ἐκεῖνο γὰρ ὑπείχεν ἐφαρμόζειν τὴν μαθηματικὴν ... Plato Crat. p. 394 B. Δύναμις numerus, Quadratum. [Plato Theaet. p. 147 D, 148 A]. Δυναμικός, ή, όν, Potens, Efficax, Validus. [Δυναμοειδής, ές, Vim habens.] Δυναμόδυναμις, ἡ, Quadratoquadratum, Diophant. Arithm. 1, p. 2, quem v. Δυναμοδυναμοστόν, τό, Quadratoquadratum. Δυναμόκυβος, ὁ, Quadratocubus. Δυναμότης, ητος, ἡ, Potentia. Δυνάμωσις, εως, ἡ, Roboratio. Δυνάστης ... etc. Solon. c. 18: Ἐκεῖνο γὰρ ὑπείχεν ἐφαρμόζειν τὴν μαθηματικὴν ... Plato Crat. p. 394 B. Δύναμις numerus, Quadratum. [Plato Theaet. p. 147 D, 148 A]. Δυναμικός, ή, όν, Potens, Efficax, Validus. [Δυναμοειδής, ές, Vim habens.] Δυναμόδυναμις, ἡ, Quadratoquadratum, Diophant. Arithm. 1, p. 2, quem v. Δυναμοδυναμοστόν, τό, Quadratoquadratum. Δυναμόκυβος, ὁ, Quadratocubus. Δυναμότης, ητος, ἡ, Potentia. Δυνάμωσις, εως, ἡ, Roboratio. Δυνάστης ... etc. Solon. c. 18: Ἐκεῖνο γὰρ ὑπείχεν ἐφαρμόζειν τὴν μαθηματικὴν ... Plato Crat. p. 394 B. Δύναμις numerus, Quadratum. [Plato Theaet. p. 147 D, 148 A]. Δυναμικός, ή, όν, Potens, Efficax, Validus. [Δυναμοειδής, ές, Vim habens.] Δυναμόδυναμις, ἡ, Quadratoquadratum, Diophant. Arithm. 1, p. 2, quem v. Δυναμοδυναμοστόν, τό, Quadratoquadratum. Δυναμόκυβος, ὁ, Quadratocubus. Δυναμότης, ητος, ἡ, Potentia. Δυνάμωσις, εως, ἡ, Roboratio. Δυνάστης ... etc. Solon. c. 18: Ἐκεῖνο γὰρ ὑπείχεν ἐφαρμόζειν τὴν μαθηματικὴν ... Plato Crat. p. 394 B. Δύναμις numerus, Quadratum. [Plato Theaet. p. 147 D, 148 A]. Δυναμικός, ή, όν, Potens, Efficax, Validus. [Δυναμοειδής, ές, Vim habens.] Δυναμόδυναμις, ἡ, Quadratoquadratum, Diophant. Arithm. 1, p. 2, quem v. Δυναμοδυναμοστόν, τό, Quadratoquadratum. Δυναμόκυβος, ὁ, Quadratocubus. Δυναμότης, ητος, ἡ, Potentia. Δυνάμωσις, εως, ἡ, Roboratio. Δυνάστης ... etc. Solon. c. 18: Ἐκεῖνο γὰρ ὑπείχεν ἐφαρμόζειν τὴν μαθηματικὴν ... Plato Crat. p. 394 B. Δύναμις numerus, Quadratum. [Plato Theaet. p. 147 D, 148 A]. Δυναμικός, ή, όν, Potens, Efficax, Validus. [Δυναμοειδής, ές, Vim habens.] Δυναμόδυναμις, ἡ, Quadratoquadratum, Diophant. Arithm. 1, p. 2, quem v. Δυναμοδυναμοστόν, τό, Quadratoquadratum. Δυναμόκυβος, ὁ, Quadratocubus. Δυναμότης, ητος, ἡ, Potentia. Δυνάμωσις, εως, ἡ, Roboratio. Δυνάστης ... etc. <box>630 98 816 778</box>
right-page-header <box>630 68 1012 91</box>
page-number-1708: 1708 <box>561 70 592 84</box>
column-b: etc. Ib. p. 17, 48, Foes. || Medicamentum, ita dictum a viribus, quibus pollet. Medicamenti compositio et structura. [Antiatt. p. 91, 3: Δυνάμεις, τὰ τῶν ἰατρῶν φάρμακα. Τιμόκρατος ...] Galen. saepe in libro Περὶ συνθέσεως φαρμάκων τῶν κατὰ τόπους. Medicamenti compositio, Foes. VV. LL. Galen. vol. 13, p. 334: Ἀλεξιφάρμακος ἡ δύναμις. Quod de compositionis facultate certa et constante ponitur ... Dioscorid. Τὰ καλούμενα ὑπὸ τῶν ἰατρῶν δυνάμεις. Hippocr. De medic. p. 17: Φάρμακα σύνθετα καὶ δυνάμεις ... Plut. Mor. p. 134: Χρῆσθαι τῇ δυνάμει ... Dicitur et Copia militum, Exercitus. Xen. Cyr. Polyb. Dion. Hal. Thuc. Herodot. Item de navium copia, Classis. Polyb. 1, 9: Dicitur etiam Ἡ δύναμις de numero et de pecunia, opibus ... Demosth. Isocr. Plato. Item, Significatio vocabuli, Vis verbi: Plato Cratyl. p. 394 B: Τὴν δύναμιν τοῦ ὀνόματος. Aristot. Rhet. Xen. Mem. || Potentia, Vis, Significatio. etc. Ib. p. 17, 48, Foes. || Medicamentum, ita dictum a viribus, quibus pollet. Medicamenti compositio et structura. [Antiatt. p. 91, 3: Δυνάμεις, τὰ τῶν ἰατρῶν φάρμακα. Τιμόκρατος ...] Galen. saepe in libro Περὶ συνθέσεως φαρμάκων τῶν κατὰ τόπους. Medicamenti compositio, Foes. VV. LL. Galen. vol. 13, p. 334: Ἀλεξιφάρμακος ἡ δύναμις. Quod de compositionis facultate certa et constante ponitur ... Dioscorid. Τὰ καλούμενα ὑπὸ τῶν ἰατρῶν δυνάμεις. Hippocr. De medic. p. 17: Φάρμακα σύνθετα καὶ δυνάμεις ... Plut. Mor. p. 134: Χρῆσθαι τῇ δυνάμει ... Dicitur et Copia militum, Exercitus. Xen. Cyr. Polyb. Dion. Hal. Thuc. Herodot. Item de navium copia, Classis. Polyb. 1, 9: Dicitur etiam Ἡ δύναμις de numero et de pecunia, opibus ... Demosth. Isocr. Plato. Item, Significatio vocabuli, Vis verbi: Plato Cratyl. p. 394 B: Τὴν δύναμιν τοῦ ὀνόματος. Aristot. Rhet. Xen. Mem. || Potentia, Vis, Significatio. etc. Ib. p. 17, 48, Foes. || Medicamentum, ita dictum a viribus, quibus pollet. Medicamenti compositio et structura. [Antiatt. p. 91, 3: Δυνάμεις, τὰ τῶν ἰατρῶν φάρμακα. Τιμόκρατος ...] Galen. saepe in libro Περὶ συνθέσεως φαρμάκων τῶν κατὰ τόπους. Medicamenti compositio, Foes. VV. LL. Galen. vol. 13, p. 334: Ἀλεξιφάρμακος ἡ δύναμις. Quod de compositionis facultate certa et constante ponitur ... Dioscorid. Τὰ καλούμενα ὑπὸ τῶν ἰατρῶν δυνάμεις. Hippocr. De medic. p. 17: Φάρμακα σύνθετα καὶ δυνάμεις ... Plut. Mor. p. 134: Χρῆσθαι τῇ δυνάμει ... Dicitur et Copia militum, Exercitus. Xen. Cyr. Polyb. Dion. Hal. Thuc. Herodot. Item de navium copia, Classis. Polyb. 1, 9: Dicitur etiam Ἡ δύναμις de numero et de pecunia, opibus ... Demosth. Isocr. Plato. Item, Significatio vocabuli, Vis verbi: Plato Cratyl. p. 394 B: Τὴν δύναμιν τοῦ ὀνόματος. Aristot. Rhet. Xen. Mem. || Potentia, Vis, Significatio. etc. Ib. p. 17, 48, Foes. || Medicamentum, ita dictum a viribus, quibus pollet. Medicamenti compositio et structura. [Antiatt. p. 91, 3: Δυνάμεις, τὰ τῶν ἰατρῶν φάρμακα. Τιμόκρατος ...] Galen. saepe in libro Περὶ συνθέσεως φαρμάκων τῶν κατὰ τόπους. Medicamenti compositio, Foes. VV. LL. Galen. vol. 13, p. 334: Ἀλεξιφάρμακος ἡ δύναμις. Quod de compositionis facultate certa et constante ponitur ... Dioscorid. Τὰ καλούμενα ὑπὸ τῶν ἰατρῶν δυνάμεις. Hippocr. De medic. p. 17: Φάρμακα σύνθετα καὶ δυνάμεις ... Plut. Mor. p. 134: Χρῆσθαι τῇ δυνάμει ... Dicitur et Copia militum, Exercitus. Xen. Cyr. Polyb. Dion. Hal. Thuc. Herodot. Item de navium copia, Classis. Polyb. 1, 9: Dicitur etiam Ἡ δύναμις de numero et de pecunia, opibus ... Demosth. Isocr. Plato. Item, Significatio vocabuli, Vis verbi: Plato Cratyl. p. 394 B: Τὴν δύναμιν τοῦ ὀνόματος. Aristot. Rhet. Xen. Mem. || Potentia, Vis, Significatio. etc. Ib. p. 17, 48, Foes. || Medicamentum, ita dictum a viribus, quibus pollet. Medicamenti compositio et structura. [Antiatt. p. 91, 3: Δυνάμεις, τὰ τῶν ἰατρῶν φάρμακα. Τιμόκρατος ...] Galen. saepe in libro Περὶ συνθέσεως φαρμάκων τῶν κατὰ τόπους. Medicamenti compositio, Foes. VV. LL. Galen. vol. 13, p. 334: Ἀλεξιφάρμακος ἡ δύναμις. Quod de compositionis facultate certa et constante ponitur ... Dioscorid. Τὰ καλούμενα ὑπὸ τῶν ἰατρῶν δυνάμεις. Hippocr. De medic. p. 17: Φάρμακα σύνθετα καὶ δυνάμεις ... Plut. Mor. p. 134: Χρῆσθαι τῇ δυνάμει ... Dicitur et Copia militum, Exercitus. Xen. Cyr. Polyb. Dion. Hal. Thuc. Herodot. Item de navium copia, Classis. Polyb. 1, 9: Dicitur etiam Ἡ δύναμις de numero et de pecunia, opibus ... Demosth. Isocr. Plato. Item, Significatio vocabuli, Vis verbi: Plato Cratyl. p. 394 B: Τὴν δύναμιν τοῦ ὀνόματος. Aristot. Rhet. Xen. Mem. || Potentia, Vis, Significatio. etc. Ib. p. 17, 48, Foes. || Medicamentum, ita dictum a viribus, quibus pollet. Medicamenti compositio et structura. [Antiatt. p. 91, 3: Δυνάμεις, τὰ τῶν ἰατρῶν φάρμακα. Τιμόκρατος ...] Galen. saepe in libro Περὶ συνθέσεως φαρμάκων τῶν κατὰ τόπους. Medicamenti compositio, Foes. VV. LL. Galen. vol. 13, p. 334: Ἀλεξιφάρμακος ἡ δύναμις. Quod de compositionis facultate certa et constante ponitur ... Dioscorid. Τὰ καλούμενα ὑπὸ τῶν ἰατρῶν δυνάμεις. Hippocr. De medic. p. 17: Φάρμακα σύνθετα καὶ δυνάμεις ... Plut. Mor. p. 134: Χρῆσθαι τῇ δυνάμει ... Dicitur et Copia militum, Exercitus. Xen. Cyr. Polyb. Dion. Hal. Thuc. Herodot. Item de navium copia, Classis. Polyb. 1, 9: Dicitur etiam Ἡ δύναμις de numero et de pecunia, opibus ... Demosth. Isocr. Plato. Item, Significatio vocabuli, Vis verbi: Plato Cratyl. p. 394 B: Τὴν δύναμιν τοῦ ὀνόματος. Aristot. Rhet. Xen. Mem. || Potentia, Vis, Significatio. etc. Ib. p. 17, 48, Foes. || Medicamentum, ita dictum a viribus, quibus pollet. Medicamenti compositio et structura. [Antiatt. p. 91, 3: Δυνάμεις, τὰ τῶν ἰατρῶν φάρμακα. Τιμόκρατος ...] Galen. saepe in libro Περὶ συνθέσεως φαρμάκων τῶν κατὰ τόπους. Medicamenti compositio, Foes. VV. LL. Galen. vol. 13, p. 334: Ἀλεξιφάρμακος ἡ δύναμις. Quod de compositionis facultate certa et constante ponitur ... Dioscorid. Τὰ καλούμενα ὑπὸ τῶν ἰατρῶν δυνάμεις. Hippocr. De medic. p. 17: Φάρμακα σύνθετα καὶ δυνάμεις ... Plut. Mor. p. 134: Χρῆσθαι τῇ δυνάμει ... Dicitur et Copia militum, Exercitus. Xen. Cyr. Polyb. Dion. Hal. Thuc. Herodot. Item de navium copia, Classis. Polyb. 1, 9: Dicitur etiam Ἡ δύναμις de numero et de pecunia, opibus ... Demosth. Isocr. Plato. Item, Significatio vocabuli, Vis verbi: Plato Cratyl. p. 394 B: Τὴν δύναμιν τοῦ ὀνόματος. Aristot. Rhet. Xen. Mem. || Potentia, Vis, Significatio. etc. Ib. p. 17, 48, Foes. || Medicamentum, ita dictum a viribus, quibus pollet. Medicamenti compositio et structura. [Antiatt. p. 91, 3: Δυνάμεις, τὰ τῶν ἰατρῶν φάρμακα. Τιμόκρατος ...] Galen. saepe in libro Περὶ συνθέσεως φαρμάκων τῶν κατὰ τόπους. Medicamenti compositio, Foes. VV. LL. Galen. vol. 13, p. 334: Ἀλεξιφάρμακος ἡ δύναμις. Quod de compositionis facultate certa et constante ponitur ... Dioscorid. Τὰ καλούμενα ὑπὸ τῶν ἰατρῶν δυνάμεις. Hippocr. De medic. p. 17: Φάρμακα σύνθετα καὶ δυνάμεις ... Plut. Mor. p. 134: Χρῆσθαι τῇ δυνάμει ... Dicitur et Copia militum, Exercitus. Xen. Cyr. Polyb. Dion. Hal. Thuc. Herodot. Item de navium copia, Classis. Polyb. 1, 9: Dicitur etiam Ἡ δύναμις de numero et de pecunia, opibus ... Demosth. Isocr. Plato. Item, Significatio vocabuli, Vis verbi: Plato Cratyl. p. 394 B: Τὴν δύναμιν τοῦ ὀνόματος. Aristot. Rhet. Xen. Mem. || Potentia, Vis, Significatio. etc. Ib. p. 17, 48, Foes. || Medicamentum, ita dictum a viribus, quibus pollet. Medicamenti compositio et structura. [Antiatt. p. 91, 3: Δυνάμεις, τὰ τῶν ἰατρῶν φάρμακα. Τιμόκρατος ...] Galen. saepe in libro Περὶ συνθέσεως φαρμάκων τῶν κατὰ τόπους. Medicamenti compositio, Foes. VV. LL. Galen. vol. 13, p. 334: Ἀλεξιφάρμακος ἡ δύναμις. Quod de compositionis facultate certa et constante ponitur ... Dioscorid. Τὰ καλούμενα ὑπὸ τῶν ἰατρῶν δυνάμεις. Hippocr. De medic. p. 17: Φάρμακα σύνθετα καὶ δυνάμεις ... Plut. Mor. p. 134: Χρῆσθαι τῇ δυνάμει ... Dicitur et Copia militum, Exercitus. Xen. Cyr. Polyb. Dion. Hal. Thuc. Herodot. Item de navium copia, Classis. Polyb. 1, 9: Dicitur etiam Ἡ δύναμις de numero et de pecunia, opibus ... Demosth. Isocr. Plato. Item, Significatio vocabuli, Vis verbi: Plato Cratyl. p. 394 B: Τὴν δύναμιν τοῦ ὀνόματος. Aristot. Rhet. Xen. Mem. || Potentia, Vis, Significatio. etc. Ib. p. 17, 48, Foes. || Medicamentum, ita dictum a viribus, quibus pollet. Medicamenti compositio et structura. [Antiatt. p. 91, 3: Δυνάμεις, τὰ τῶν ἰατρῶν φάρμακα. Τιμόκρατος ...] Galen. saepe in libro Περὶ συνθέσεως φαρμάκων τῶν κατὰ τόπους. Medicamenti compositio, Foes. VV. LL. Galen. vol. 13, p. 334: Ἀλεξιφάρμακος ἡ δύναμις. Quod de compositionis facultate certa et constante ponitur ... Dioscorid. Τὰ καλούμενα ὑπὸ τῶν ἰατρῶν δυνάμεις. Hippocr. De medic. p. 17: Φάρμακα σύνθετα καὶ δυνάμεις ... Plut. Mor. p. 134: Χρῆσθαι τῇ δυνάμει ... Dicitur et Copia militum, Exercitus. Xen. Cyr. Polyb. Dion. Hal. Thuc. Herodot. Item de navium copia, Classis. Polyb. 1, 9: Dicitur etiam Ἡ δύναμις de numero et de pecunia, opibus ... Demosth. Isocr. Plato. Item, Significatio vocabuli, Vis verbi: Plato Cratyl. p. 394 B: Τὴν δύναμιν τοῦ ὀνόματος. Aristot. Rhet. Xen. Mem. || Potentia, Vis, Significatio. etc. Ib. p. 17, 48, Foes. || Medicamentum, ita dictum a viribus, quibus pollet. Medicamenti compositio et structura. [Antiatt. p. 91, 3: Δυνάμεις, τὰ τῶν ἰατρῶν φάρμακα. Τιμόκρατος ...] Galen. saepe in libro Περὶ συνθέσεως φαρμάκων τῶν κατὰ τόπους. Medicamenti compositio, Foes. VV. LL. Galen. vol. 13, p. 334: Ἀλεξιφάρμακος ἡ δύναμις. Quod de compositionis facultate certa et constante ponitur ... Dioscorid. Τὰ καλούμενα ὑπὸ τῶν ἰατρῶν δυνάμεις. Hippocr. De medic. p. 17: Φάρμακα σύνθετα καὶ δυνάμεις ... Plut. Mor. p. 134: Χρῆσθαι τῇ δυνάμει ... Dicitur et Copia militum, Exercitus. Xen. Cyr. Polyb. Dion. Hal. Thuc. Herodot. Item de navium copia, Classis. Polyb. 1, 9: Dicitur etiam Ἡ δύναμις de numero et de pecunia, opibus ... Demosth. Isocr. Plato. Item, Significatio vocabuli, Vis verbi: Plato Cratyl. p. 394 B: Τὴν δύναμιν τοῦ ὀνόματος. Aristot. Rhet. Xen. Mem. || Potentia, Vis, Significatio. etc. Ib. p. 17, 48, Foes. || Medicamentum, ita dictum a viribus, quibus pollet. Medicamenti compositio et structura. [Antiatt. p. 91, 3: Δυνάμεις, τὰ τῶν ἰατρῶν φάρμακα. Τιμόκρατος ...] Galen. saepe in libro Περὶ συνθέσεως φαρμάκων τῶν κατὰ τόπους. Medicamenti compositio, Foes. VV. LL. Galen. vol. 13, p. 334: Ἀλεξιφάρμακος ἡ δύναμις. Quod de compositionis facultate certa et constante ponitur ... Dioscorid. Τὰ καλούμενα ὑπὸ τῶν ἰατρῶν δυνάμεις. Hippocr. De medic. p. 17: Φάρμακα σύνθετα καὶ δυνάμεις ... Plut. Mor. p. 134: Χρῆσθαι τῇ δυνάμει ... Dicitur et Copia militum, Exercitus. Xen. Cyr. Polyb. Dion. Hal. Thuc. Herodot. Item de navium copia, Classis. Polyb. 1, 9: Dicitur etiam Ἡ δύναμις de numero et de pecunia, opibus ... Demosth. Isocr. Plato. Item, Significatio vocabuli, Vis verbi: Plato Cratyl. p. 394 B: Τὴν δύναμιν τοῦ ὀνόματος. Aristot. Rhet. Xen. Mem. || Potentia, Vis, Significatio. etc. Ib. p. 17, 48, Foes. || Medicamentum, ita dictum a viribus, quibus pollet. Medicamenti compositio et structura. [Antiatt. p. 91, 3: Δυνάμεις, τὰ τῶν ἰατρῶν φάρμακα. Τιμόκρατος ...] Galen. saepe in libro Περὶ συνθέσεως φαρμάκων τῶν κατὰ τόπους. Medicamenti compositio, Foes. VV. LL. Galen. vol. 13, p. 334: Ἀλεξιφάρμακος ἡ δύναμις. Quod de compositionis facultate certa et constante ponitur ... Dioscorid. Τὰ καλούμενα ὑπὸ τῶν ἰατρῶν δυνάμεις. Hippocr. De medic. p. 17: Φάρμακα σύνθετα καὶ δυνάμεις ... Plut. Mor. p. 134: Χρῆσθαι τῇ δυνάμει ... Dicitur et Copia militum, Exercitus. Xen. Cyr. Polyb. Dion. Hal. Thuc. Herodot. Item de navium copia, Classis. Polyb. 1, 9: Dicitur etiam Ἡ δύναμις de numero et de pecunia, opibus ... Demosth. Isocr. Plato. Item, Significatio vocabuli, Vis verbi: Plato Cratyl. p. 394 B: Τὴν δύναμιν τοῦ ὀνόματος. Aristot. Rhet. Xen. Mem. || Potentia, Vis, Significatio. etc. Ib. p. 17, 48, Foes. || Medicamentum, ita dictum a viribus, quibus pollet. Medicamenti compositio et structura. [Antiatt. p. 91, 3: Δυνάμεις, τὰ τῶν ἰατρῶν φάρμακα. Τιμόκρατος ...] Galen. saepe in libro Περὶ συνθέσεως φαρμάκων τῶν κατὰ τόπους. Medicamenti compositio, Foes. VV. LL. Galen. vol. 13, p. 334: Ἀλεξιφάρμακος ἡ δύναμις. Quod de compositionis facultate certa et constante ponitur ... Dioscorid. Τὰ καλούμενα ὑπὸ τῶν ἰατρῶν δυνάμεις. Hippocr. De medic. p. 17: Φάρμακα σύνθετα καὶ δυνάμεις ... Plut. Mor. p. 134: Χρῆσθαι τῇ δυνάμει ... Dicitur et Copia militum, Exercitus. Xen. Cyr. Polyb. Dion. Hal. Thuc. Herodot. Item de navium copia, Classis. Polyb. 1, 9: Dicitur etiam Ἡ δύναμις de numero et de pecunia, opibus ... Demosth. Isocr. Plato. Item, Significatio vocabuli, Vis verbi: Plato Cratyl. p. 394 B: Τὴν δύναμιν τοῦ ὀνόματος. Aristot. Rhet. Xen. Mem. || Potentia, Vis, Significatio. <box>409 98 592 1467</box>
headword-left-1: δύναμις <box>308 66 370 84</box>
book-cover-left <box>0 0 60 846</box>
headword-left-2: δύναμις <box>486 66 548 84</box>
page-edges-left <box>55 40 205 780</box>
left-page-header <box>216 68 592 91</box>
page-number-1709: 1709 <box>630 70 661 84</box>
left-page <box>198 40 610 1593</box>
headword-right-1: δύναμις <box>700 66 762 84</box>
